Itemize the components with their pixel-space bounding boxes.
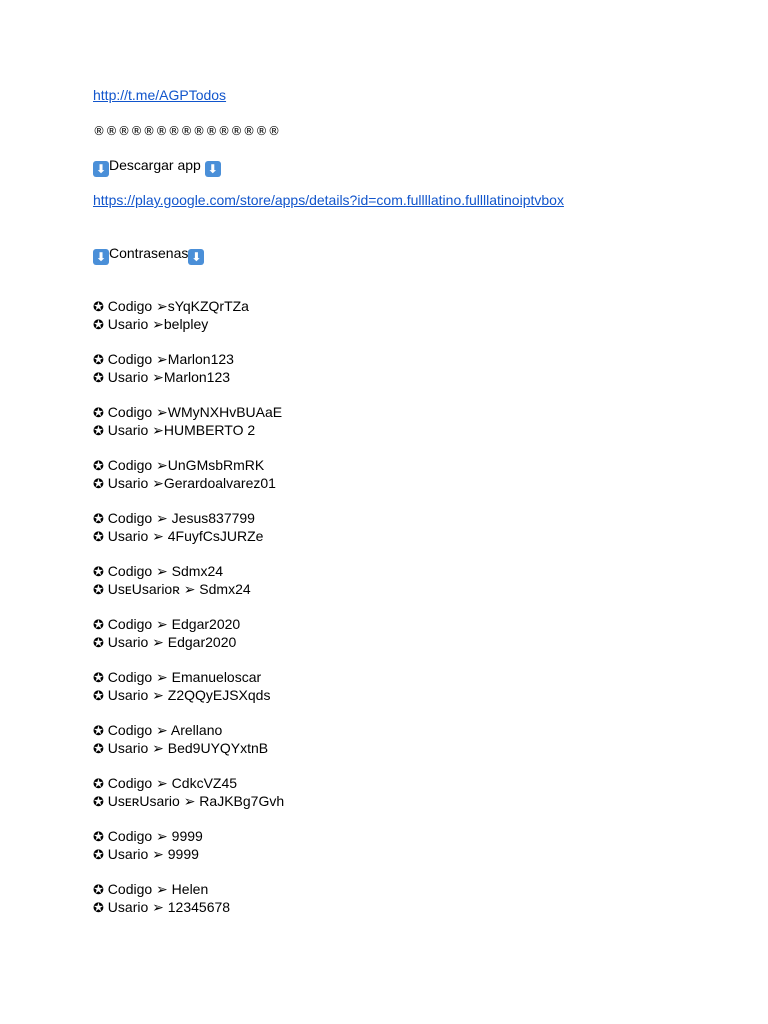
star-bullet-icon: ✪ bbox=[93, 671, 104, 686]
credential-entry bbox=[93, 774, 733, 810]
down-arrow-icon: ⬇ bbox=[188, 249, 204, 265]
user-text: Usario ➢ 4FuyfCsJURZe bbox=[107, 528, 264, 544]
star-bullet-icon: ✪ bbox=[93, 353, 104, 368]
user-text: Usario ➢belpley bbox=[107, 316, 209, 332]
star-bullet-icon: ✪ bbox=[93, 901, 104, 916]
code-line bbox=[93, 562, 733, 580]
code-line bbox=[93, 774, 733, 792]
code-text: Codigo ➢ Helen bbox=[107, 881, 209, 897]
user-text: Usario ➢ 12345678 bbox=[107, 899, 231, 915]
user-line bbox=[93, 315, 733, 333]
code-line bbox=[93, 350, 733, 368]
user-text: Usario ➢ Z2QQyEJSXqds bbox=[107, 687, 271, 703]
code-text: Codigo ➢Marlon123 bbox=[107, 351, 234, 367]
user-line bbox=[93, 633, 733, 651]
code-text: Codigo ➢ Emanueloscar bbox=[107, 669, 262, 685]
credentials-list bbox=[93, 297, 733, 916]
star-bullet-icon: ✪ bbox=[93, 795, 104, 810]
code-text: Codigo ➢ CdkcVZ45 bbox=[107, 775, 238, 791]
code-line bbox=[93, 509, 733, 527]
star-bullet-icon: ✪ bbox=[93, 530, 104, 545]
code-text: Codigo ➢WMyNXHvBUAaE bbox=[107, 404, 283, 420]
star-bullet-icon: ✪ bbox=[93, 477, 104, 492]
credential-entry bbox=[93, 721, 733, 757]
credential-entry bbox=[93, 350, 733, 386]
star-bullet-icon: ✪ bbox=[93, 424, 104, 439]
code-line bbox=[93, 456, 733, 474]
passwords-heading bbox=[93, 244, 733, 262]
credential-entry bbox=[93, 880, 733, 916]
code-line bbox=[93, 403, 733, 421]
user-line bbox=[93, 580, 733, 598]
user-line bbox=[93, 368, 733, 386]
code-text: Codigo ➢UnGMsbRmRK bbox=[107, 457, 265, 473]
user-text: Usario ➢HUMBERTO 2 bbox=[107, 422, 256, 438]
star-bullet-icon: ✪ bbox=[93, 830, 104, 845]
star-bullet-icon: ✪ bbox=[93, 459, 104, 474]
user-text: Usario ➢Gerardoalvarez01 bbox=[107, 475, 276, 491]
code-text: Codigo ➢ Sdmx24 bbox=[107, 563, 224, 579]
down-arrow-icon: ⬇ bbox=[93, 249, 109, 265]
code-text: Codigo ➢ Edgar2020 bbox=[107, 616, 241, 632]
star-bullet-icon: ✪ bbox=[93, 512, 104, 527]
code-line bbox=[93, 880, 733, 898]
code-line bbox=[93, 721, 733, 739]
star-bullet-icon: ✪ bbox=[93, 406, 104, 421]
star-bullet-icon: ✪ bbox=[93, 565, 104, 580]
telegram-link-line bbox=[93, 86, 733, 104]
user-text: UsᴇUsarioʀ ➢ Sdmx24 bbox=[107, 581, 251, 597]
user-line bbox=[93, 898, 733, 916]
user-line bbox=[93, 686, 733, 704]
credential-entry bbox=[93, 668, 733, 704]
star-bullet-icon: ✪ bbox=[93, 300, 104, 315]
star-bullet-icon: ✪ bbox=[93, 618, 104, 633]
registered-symbols-line bbox=[93, 121, 733, 139]
credential-entry bbox=[93, 827, 733, 863]
download-heading bbox=[93, 156, 733, 174]
star-bullet-icon: ✪ bbox=[93, 883, 104, 898]
down-arrow-icon: ⬇ bbox=[93, 161, 109, 177]
play-link-line bbox=[93, 191, 733, 209]
code-line bbox=[93, 668, 733, 686]
download-label: Descargar app bbox=[109, 157, 205, 173]
credential-entry bbox=[93, 615, 733, 651]
user-line bbox=[93, 527, 733, 545]
user-line bbox=[93, 474, 733, 492]
star-bullet-icon: ✪ bbox=[93, 777, 104, 792]
user-text: UsᴇʀUsario ➢ RaJKBg7Gvh bbox=[107, 793, 285, 809]
credential-entry bbox=[93, 403, 733, 439]
code-text: Codigo ➢ 9999 bbox=[107, 828, 203, 844]
star-bullet-icon: ✪ bbox=[93, 371, 104, 386]
code-line bbox=[93, 615, 733, 633]
user-line bbox=[93, 421, 733, 439]
user-text: Usario ➢Marlon123 bbox=[107, 369, 231, 385]
play-store-link[interactable]: https://play.google.com/store/apps/details?id=com.fullllatino.fullllatinoiptvbox bbox=[93, 192, 564, 208]
user-line bbox=[93, 792, 733, 810]
credential-entry bbox=[93, 509, 733, 545]
star-bullet-icon: ✪ bbox=[93, 636, 104, 651]
star-bullet-icon: ✪ bbox=[93, 583, 104, 598]
down-arrow-icon: ⬇ bbox=[205, 161, 221, 177]
star-bullet-icon: ✪ bbox=[93, 848, 104, 863]
credential-entry bbox=[93, 456, 733, 492]
credential-entry bbox=[93, 562, 733, 598]
user-line bbox=[93, 845, 733, 863]
user-line bbox=[93, 739, 733, 757]
code-text: Codigo ➢ Jesus837799 bbox=[107, 510, 255, 526]
document-page bbox=[93, 86, 733, 916]
star-bullet-icon: ✪ bbox=[93, 689, 104, 704]
passwords-label: Contrasenas bbox=[109, 245, 189, 261]
star-bullet-icon: ✪ bbox=[93, 742, 104, 757]
code-text: Codigo ➢ Arellano bbox=[107, 722, 223, 738]
code-text: Codigo ➢sYqKZQrTZa bbox=[107, 298, 249, 314]
code-line bbox=[93, 297, 733, 315]
registered-symbols: ®®®®®®®®®®®®®®® bbox=[93, 124, 281, 138]
code-line bbox=[93, 827, 733, 845]
star-bullet-icon: ✪ bbox=[93, 724, 104, 739]
telegram-link[interactable]: http://t.me/AGPTodos bbox=[93, 87, 227, 103]
user-text: Usario ➢ Bed9UYQYxtnB bbox=[107, 740, 269, 756]
user-text: Usario ➢ Edgar2020 bbox=[107, 634, 237, 650]
user-text: Usario ➢ 9999 bbox=[107, 846, 199, 862]
credential-entry bbox=[93, 297, 733, 333]
star-bullet-icon: ✪ bbox=[93, 318, 104, 333]
